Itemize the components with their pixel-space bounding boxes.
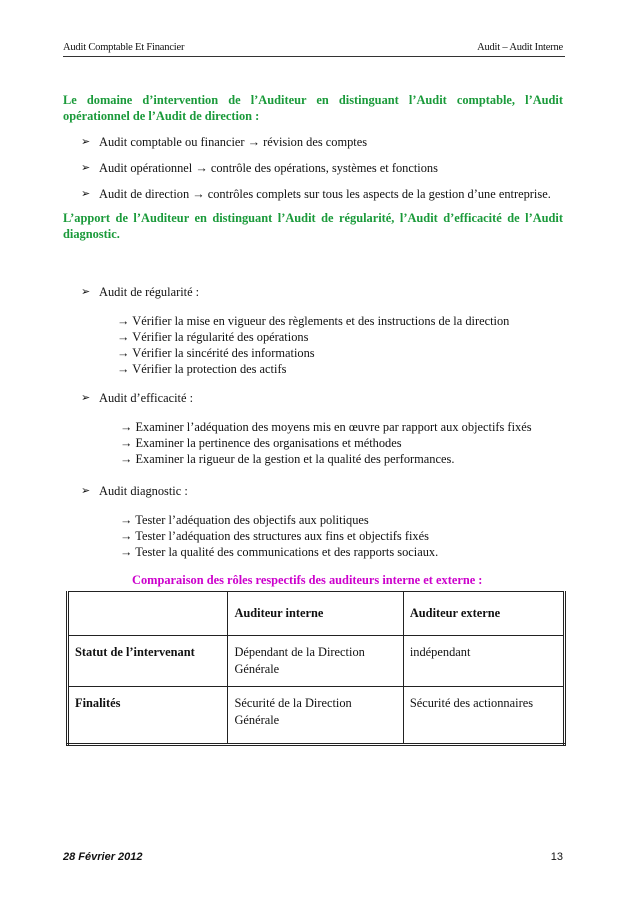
table-header-cell: Auditeur interne xyxy=(228,592,403,636)
comparison-table xyxy=(66,591,566,746)
comparison-title: Comparaison des rôles respectifs des auditeurs interne et externe : xyxy=(132,573,483,587)
table-cell-label: Statut de l’intervenant xyxy=(68,636,228,687)
list-item: → Tester la qualité des communications et des rapports sociaux. xyxy=(120,545,439,559)
header-left-title: Audit Comptable Et Financier xyxy=(63,42,185,53)
list-item: → Vérifier la régularité des opérations xyxy=(117,330,309,344)
list-item: → Examiner la pertinence des organisations et méthodes xyxy=(120,436,402,450)
bullet-audit-operationnel: ➢ Audit opérationnel → contrôle des opérations, systèmes et fonctions xyxy=(81,161,438,175)
section1-heading: Le domaine d’intervention de l’Auditeur en distinguant l’Audit comptable, l’Audit opérationnel de l’Audit de direction : xyxy=(63,93,563,123)
list-item: → Vérifier la protection des actifs xyxy=(117,362,287,376)
section2-heading: L’apport de l’Auditeur en distinguant l’Audit de régularité, l’Audit d’efficacité de l’Audit diagnostic. xyxy=(63,211,563,241)
page-header xyxy=(63,40,565,57)
arrowhead-bullet-icon: ➢ xyxy=(81,485,91,497)
arrowhead-bullet-icon: ➢ xyxy=(81,162,91,174)
list-item: → Vérifier la sincérité des informations xyxy=(117,346,315,360)
bullet-audit-diagnostic: ➢ Audit diagnostic : xyxy=(81,484,188,498)
arrowhead-bullet-icon: ➢ xyxy=(81,392,91,404)
table-row xyxy=(68,636,565,687)
header-right-title: Audit – Audit Interne xyxy=(477,42,563,53)
list-item: → Examiner l’adéquation des moyens mis en œuvre par rapport aux objectifs fixés xyxy=(120,420,532,434)
arrowhead-bullet-icon: ➢ xyxy=(81,136,91,148)
table-cell: Sécurité de la Direction Générale xyxy=(228,687,403,745)
bullet-audit-efficacite: ➢ Audit d’efficacité : xyxy=(81,391,194,405)
table-cell: Sécurité des actionnaires xyxy=(403,687,564,745)
arrowhead-bullet-icon: ➢ xyxy=(81,188,91,200)
table-cell: Dépendant de la Direction Générale xyxy=(228,636,403,687)
bullet-audit-regularite: ➢ Audit de régularité : xyxy=(81,285,200,299)
table-header-row xyxy=(68,592,565,636)
table-header-cell xyxy=(68,592,228,636)
list-item: → Tester l’adéquation des objectifs aux politiques xyxy=(120,513,369,527)
footer-date: 28 Février 2012 xyxy=(63,851,143,863)
list-item: → Vérifier la mise en vigueur des règlements et des instructions de la direction xyxy=(117,314,510,328)
table-cell-label: Finalités xyxy=(68,687,228,745)
table-row xyxy=(68,687,565,745)
bullet-audit-comptable: ➢ Audit comptable ou financier → révision des comptes xyxy=(81,135,368,149)
list-item: → Examiner la rigueur de la gestion et la qualité des performances. xyxy=(120,452,455,466)
table-header-cell: Auditeur externe xyxy=(403,592,564,636)
bullet-audit-direction: ➢ Audit de direction → contrôles complets sur tous les aspects de la gestion d’une entreprise. xyxy=(81,187,551,201)
arrowhead-bullet-icon: ➢ xyxy=(81,286,91,298)
page-number: 13 xyxy=(550,851,563,863)
list-item: → Tester l’adéquation des structures aux fins et objectifs fixés xyxy=(120,529,429,543)
table-cell: indépendant xyxy=(403,636,564,687)
